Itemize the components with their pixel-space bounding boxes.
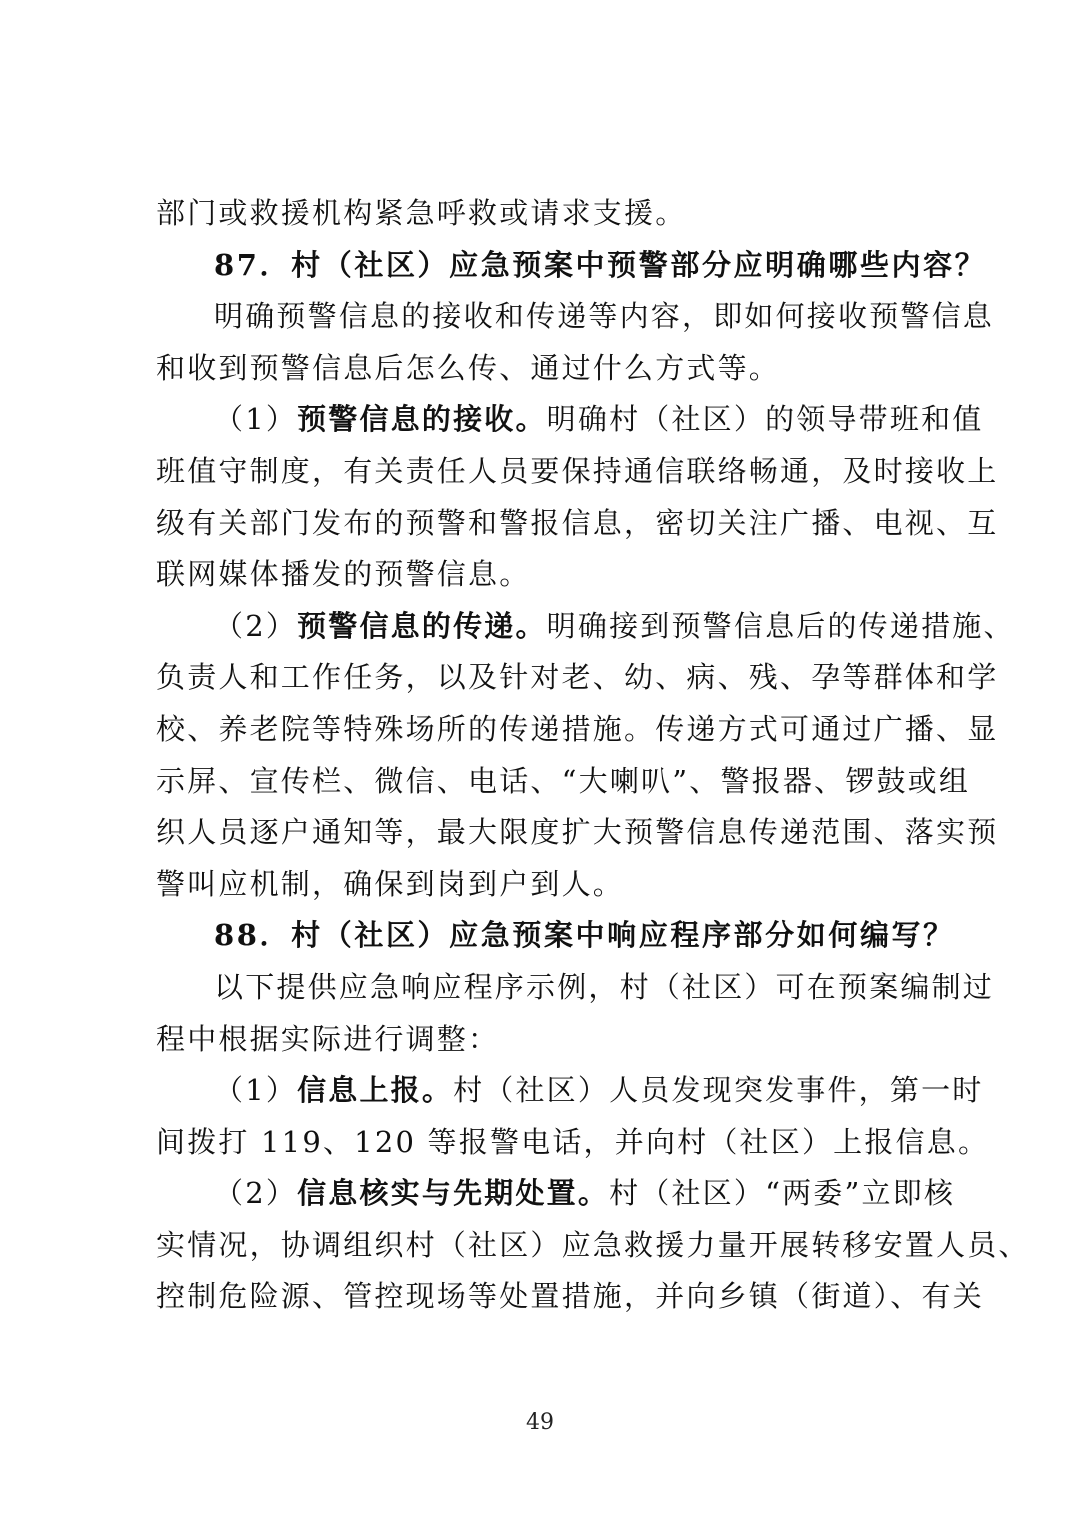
- item-number: （1）: [214, 402, 298, 437]
- item-title: 信息上报。: [297, 1073, 454, 1108]
- question-heading-87: [156, 240, 987, 292]
- paragraph-line: [156, 1117, 990, 1169]
- paragraph-line: [156, 756, 971, 808]
- item-title: 预警信息的接收。: [297, 402, 547, 437]
- item-number: （2）: [214, 1176, 298, 1211]
- line-text: 实情况，协调组织村（社区）应急救援力量开展转移安置人员、: [156, 1227, 1030, 1262]
- list-item-line: [156, 394, 984, 446]
- line-text: 织人员逐户通知等，最大限度扩大预警信息传递范围、落实预: [156, 815, 999, 850]
- paragraph-line: [156, 549, 926, 601]
- paragraph-line: [156, 1014, 926, 1066]
- line-text: 控制危险源、管控现场等处置措施，并向乡镇（街道）、有关: [156, 1279, 984, 1314]
- paragraph-line: [156, 1271, 984, 1323]
- line-text: 联网媒体播发的预警信息。: [156, 557, 531, 592]
- paragraph-line: [156, 498, 999, 550]
- line-text: 程中根据实际进行调整：: [156, 1021, 500, 1056]
- item-title: 预警信息的传递。: [297, 608, 547, 643]
- line-text: 负责人和工作任务，以及针对老、幼、病、残、孕等群体和学: [156, 660, 999, 695]
- item-number: （1）: [214, 1073, 298, 1108]
- paragraph-line: [156, 188, 926, 240]
- line-text: 和收到预警信息后怎么传、通过什么方式等。: [156, 350, 781, 385]
- paragraph-line: [156, 343, 926, 395]
- list-item-line: [156, 1168, 956, 1220]
- paragraph-line: [156, 704, 999, 756]
- paragraph-line: [156, 1220, 1030, 1272]
- item-title: 信息核实与先期处置。: [297, 1176, 610, 1211]
- list-item-line: [156, 1065, 984, 1117]
- page-number: 49: [526, 1410, 554, 1435]
- line-text: 以下提供应急响应程序示例，村（社区）可在预案编制过: [214, 969, 995, 1004]
- heading-text: 88．村（社区）应急预案中响应程序部分如何编写？: [214, 918, 955, 953]
- line-text: 级有关部门发布的预警和警报信息，密切关注广播、电视、互: [156, 505, 999, 540]
- line-text: 校、养老院等特殊场所的传递措施。传递方式可通过广播、显: [156, 711, 999, 746]
- question-heading-88: [156, 910, 955, 962]
- line-text: 部门或救援机构紧急呼救或请求支援。: [156, 196, 687, 230]
- line-text: 明确预警信息的接收和传递等内容，即如何接收预警信息: [214, 299, 995, 334]
- body-text: [156, 188, 1030, 1323]
- item-number: （2）: [214, 608, 298, 643]
- item-text: 明确村（社区）的领导带班和值: [546, 402, 984, 437]
- paragraph-line: [156, 291, 995, 343]
- list-item-line: [156, 601, 1015, 653]
- paragraph-line: [156, 807, 999, 859]
- item-text: 明确接到预警信息后的传递措施、: [546, 608, 1015, 643]
- line-text: 警叫应机制，确保到岗到户到人。: [156, 866, 625, 901]
- paragraph-line: [156, 859, 926, 911]
- heading-text: 87．村（社区）应急预案中预警部分应明确哪些内容？: [214, 247, 987, 282]
- line-text: 班值守制度，有关责任人员要保持通信联络畅通，及时接收上: [156, 453, 999, 488]
- paragraph-line: [156, 962, 995, 1014]
- paragraph-line: [156, 652, 999, 704]
- line-text: 示屏、宣传栏、微信、电话、“大喇叭”、警报器、锣鼓或组: [156, 763, 971, 798]
- item-text: 村（社区）“两委”立即核: [609, 1176, 956, 1211]
- line-text: 间拨打 119、120 等报警电话，并向村（社区）上报信息。: [156, 1124, 990, 1159]
- paragraph-line: [156, 446, 999, 498]
- item-text: 村（社区）人员发现突发事件，第一时: [453, 1073, 984, 1108]
